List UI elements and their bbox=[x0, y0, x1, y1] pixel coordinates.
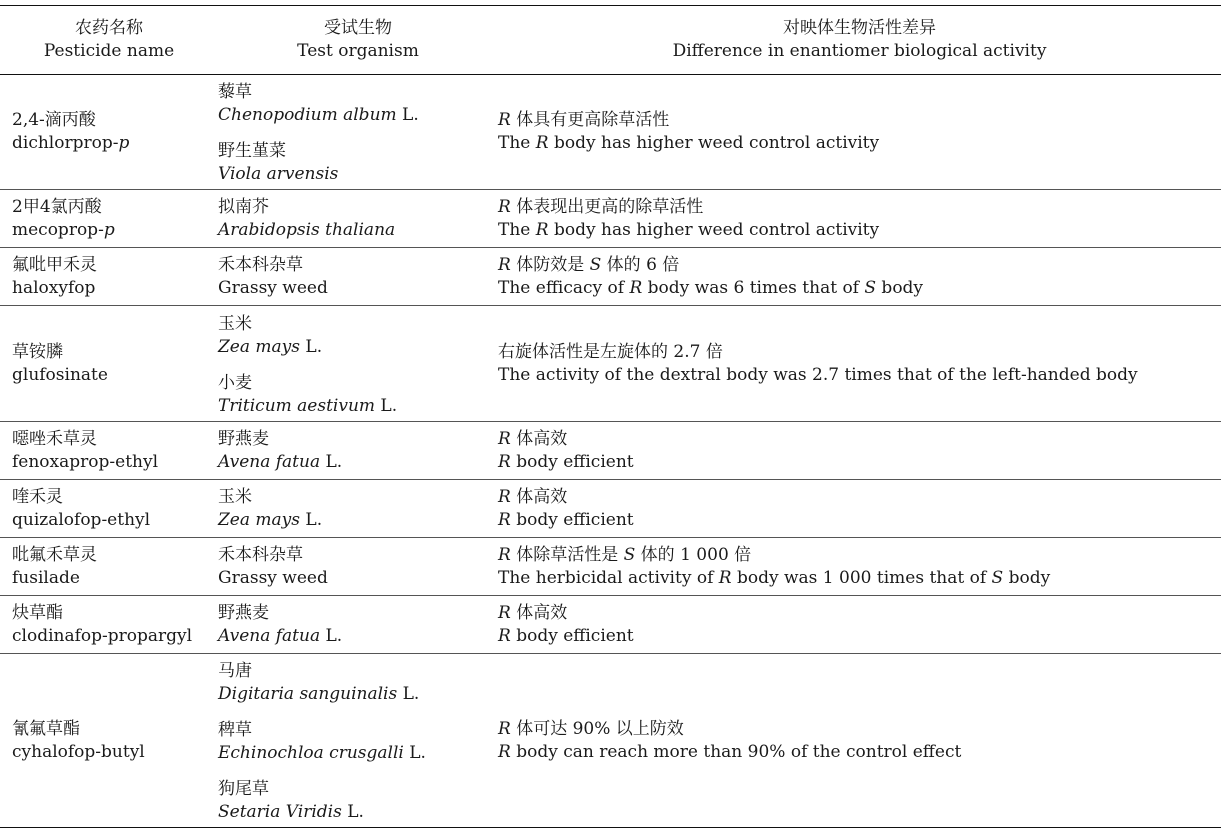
organism-name-zh: 狗尾草 bbox=[218, 779, 269, 799]
pesticide-name-zh: 2甲4氯丙酸 bbox=[12, 196, 102, 217]
pesticide-name-zh: 氟吡甲禾灵 bbox=[12, 254, 97, 275]
organism-name-zh: 禾本科杂草 bbox=[218, 544, 303, 565]
organism-cell bbox=[218, 248, 498, 306]
table-row bbox=[0, 422, 1221, 480]
text-segment: 体的 6 倍 bbox=[601, 254, 680, 275]
pesticide-name-en bbox=[12, 132, 218, 155]
organism-latin-italic: Digitaria sanguinalis bbox=[218, 684, 398, 704]
organism-name-zh: 玉米 bbox=[218, 313, 252, 334]
table-row bbox=[0, 596, 1221, 654]
organism-latin-italic: Viola arvensis bbox=[218, 164, 339, 184]
table-row bbox=[0, 306, 1221, 422]
header-pesticide-name-en: Pesticide name bbox=[43, 41, 175, 61]
organism-name-latin bbox=[218, 509, 498, 532]
pesticide-cell bbox=[0, 75, 218, 190]
pesticide-name-zh: 2,4-滴丙酸 bbox=[12, 110, 96, 130]
organism-name-en: Grassy weed bbox=[218, 567, 328, 588]
organism-entry bbox=[218, 713, 498, 768]
organism-name-zh: 野燕麦 bbox=[218, 428, 269, 449]
header-test-organism bbox=[218, 6, 498, 75]
organism-latin-italic: Triticum aestivum bbox=[218, 395, 376, 416]
enantiomer-symbol: R bbox=[498, 602, 511, 623]
pesticide-name-en bbox=[12, 451, 218, 474]
activity-difference-zh bbox=[498, 109, 1221, 132]
pesticide-cell bbox=[0, 596, 218, 654]
header-activity-difference bbox=[498, 6, 1221, 75]
pesticide-cell bbox=[0, 422, 218, 480]
enantiomer-symbol: R bbox=[498, 544, 511, 565]
enantiomer-symbol: S bbox=[991, 567, 1004, 588]
organism-name-zh: 野燕麦 bbox=[218, 602, 269, 623]
enantiomer-symbol: R bbox=[498, 625, 511, 646]
table-header bbox=[0, 6, 1221, 75]
pesticide-name-en-text: fusilade bbox=[12, 567, 80, 588]
pesticide-name-en-text: mecoprop- bbox=[12, 219, 104, 240]
pesticide-name-zh: 噁唑禾草灵 bbox=[12, 428, 97, 449]
pesticide-name-zh: 氰氟草酯 bbox=[12, 718, 80, 739]
enantiomer-symbol: S bbox=[589, 254, 602, 275]
organism-name-zh: 玉米 bbox=[218, 486, 252, 507]
pesticide-name-en-text: fenoxaprop-ethyl bbox=[12, 451, 159, 472]
organism-name-zh: 马唐 bbox=[218, 661, 252, 681]
organism-name-zh: 野生堇菜 bbox=[218, 141, 286, 161]
enantiomer-symbol: R bbox=[718, 567, 732, 588]
pesticide-cell bbox=[0, 248, 218, 306]
enantiomer-symbol: R bbox=[498, 718, 511, 739]
table-row bbox=[0, 248, 1221, 306]
table-row bbox=[0, 75, 1221, 190]
header-test-organism-zh: 受试生物 bbox=[324, 18, 392, 38]
header-pesticide-name bbox=[0, 6, 218, 75]
activity-difference-en bbox=[498, 625, 1221, 648]
pesticide-name-en bbox=[12, 364, 218, 387]
organism-name-latin bbox=[218, 277, 498, 300]
activity-difference-en bbox=[498, 364, 1221, 387]
enantiomer-symbol: R bbox=[498, 254, 511, 275]
activity-difference-zh bbox=[498, 486, 1221, 509]
enantiomer-symbol: S bbox=[623, 544, 636, 565]
organism-name-zh: 小麦 bbox=[218, 372, 252, 393]
activity-difference-zh bbox=[498, 341, 1221, 364]
organism-latin-italic: Zea mays bbox=[218, 509, 300, 530]
organism-latin-italic: Echinochloa crusgalli bbox=[218, 743, 404, 763]
organism-cell bbox=[218, 75, 498, 190]
text-segment: body was 6 times that of bbox=[642, 277, 865, 298]
activity-difference-cell bbox=[498, 422, 1221, 480]
organism-entry bbox=[218, 75, 498, 130]
text-segment: body efficient bbox=[510, 509, 634, 530]
text-segment: The bbox=[498, 219, 536, 240]
pesticide-name-en bbox=[12, 219, 218, 242]
organism-entry bbox=[218, 366, 498, 421]
organism-name-latin bbox=[218, 104, 498, 127]
organism-name-latin bbox=[218, 567, 498, 590]
text-segment: The efficacy of bbox=[498, 277, 630, 298]
organism-authority: L. bbox=[375, 395, 398, 416]
activity-difference-en bbox=[498, 277, 1221, 300]
activity-difference-cell bbox=[498, 654, 1221, 828]
activity-difference-zh bbox=[498, 602, 1221, 625]
organism-entry bbox=[218, 772, 498, 827]
text-segment: The herbicidal activity of bbox=[498, 567, 719, 588]
organism-name-zh: 稗草 bbox=[218, 720, 252, 740]
text-segment: 右旋体活性是左旋体的 2.7 倍 bbox=[498, 341, 723, 362]
pesticide-name-en bbox=[12, 741, 218, 764]
enantiomer-symbol: R bbox=[498, 110, 511, 130]
organism-authority: L. bbox=[320, 451, 343, 472]
organism-entry bbox=[218, 602, 498, 648]
enantiomer-symbol: R bbox=[498, 486, 511, 507]
table-row bbox=[0, 190, 1221, 248]
organism-latin-italic: Arabidopsis thaliana bbox=[218, 219, 396, 240]
organism-name-latin bbox=[218, 336, 498, 359]
text-segment: body efficient bbox=[510, 451, 634, 472]
text-segment: body has higher weed control activity bbox=[548, 133, 880, 153]
pesticide-cell bbox=[0, 190, 218, 248]
text-segment: body can reach more than 90% of the control effect bbox=[510, 741, 962, 762]
activity-difference-en bbox=[498, 567, 1221, 590]
organism-cell bbox=[218, 306, 498, 422]
organism-name-latin bbox=[218, 742, 498, 765]
pesticide-name-en-text: glufosinate bbox=[12, 364, 108, 385]
organism-cell bbox=[218, 538, 498, 596]
activity-difference-zh bbox=[498, 254, 1221, 277]
text-segment: 体的 1 000 倍 bbox=[635, 544, 752, 565]
organism-name-latin bbox=[218, 801, 498, 824]
pesticide-name-en-text: dichlorprop- bbox=[12, 133, 119, 153]
pesticide-name-en bbox=[12, 509, 218, 532]
table-row bbox=[0, 654, 1221, 828]
activity-difference-zh bbox=[498, 428, 1221, 451]
text-segment: body efficient bbox=[510, 625, 634, 646]
enantiomer-symbol: R bbox=[535, 133, 549, 153]
pesticide-name-en-italic: p bbox=[118, 133, 130, 153]
pesticide-cell bbox=[0, 306, 218, 422]
text-segment: The activity of the dextral body was 2.7 times that of the left-handed body bbox=[498, 364, 1138, 385]
pesticide-name-zh: 草铵膦 bbox=[12, 341, 63, 362]
text-segment: 体高效 bbox=[510, 486, 568, 507]
text-segment: The bbox=[498, 133, 536, 153]
pesticide-name-en-text: clodinafop-propargyl bbox=[12, 625, 193, 646]
enantiomer-symbol: R bbox=[498, 428, 511, 449]
organism-name-zh: 藜草 bbox=[218, 82, 252, 102]
organism-entry bbox=[218, 654, 498, 709]
activity-difference-cell bbox=[498, 248, 1221, 306]
activity-difference-zh bbox=[498, 196, 1221, 219]
activity-difference-cell bbox=[498, 75, 1221, 190]
organism-authority: L. bbox=[300, 336, 323, 357]
organism-entry bbox=[218, 134, 498, 189]
organism-name-zh: 拟南芥 bbox=[218, 196, 269, 217]
text-segment: body bbox=[876, 277, 924, 298]
pesticide-name-zh: 炔草酯 bbox=[12, 602, 63, 623]
table-body bbox=[0, 75, 1221, 828]
organism-entry bbox=[218, 254, 498, 300]
table-row bbox=[0, 538, 1221, 596]
organism-authority: L. bbox=[300, 509, 323, 530]
organism-entry bbox=[218, 307, 498, 362]
activity-difference-cell bbox=[498, 538, 1221, 596]
organism-latin-italic: Setaria Viridis bbox=[218, 802, 342, 822]
pesticide-name-en bbox=[12, 625, 218, 648]
header-pesticide-name-zh: 农药名称 bbox=[75, 18, 143, 38]
organism-latin-italic: Avena fatua bbox=[218, 451, 321, 472]
text-segment: body bbox=[1003, 567, 1051, 588]
organism-authority: L. bbox=[396, 105, 419, 125]
enantiomer-symbol: R bbox=[498, 509, 511, 530]
organism-name-latin bbox=[218, 451, 498, 474]
text-segment: body has higher weed control activity bbox=[548, 219, 880, 240]
activity-difference-en bbox=[498, 509, 1221, 532]
organism-cell bbox=[218, 480, 498, 538]
activity-difference-cell bbox=[498, 480, 1221, 538]
pesticide-cell bbox=[0, 480, 218, 538]
pesticide-name-en bbox=[12, 567, 218, 590]
pesticide-name-en-text: quizalofop-ethyl bbox=[12, 509, 151, 530]
organism-entry bbox=[218, 196, 498, 242]
organism-name-en: Grassy weed bbox=[218, 277, 328, 298]
activity-difference-zh bbox=[498, 718, 1221, 741]
activity-difference-cell bbox=[498, 190, 1221, 248]
organism-cell bbox=[218, 654, 498, 828]
pesticide-name-en-italic: p bbox=[103, 219, 115, 240]
pesticide-cell bbox=[0, 654, 218, 828]
activity-difference-en bbox=[498, 132, 1221, 155]
organism-name-latin bbox=[218, 683, 498, 706]
header-test-organism-en: Test organism bbox=[297, 41, 419, 61]
enantiomer-symbol: R bbox=[498, 451, 511, 472]
organism-name-latin bbox=[218, 625, 498, 648]
activity-difference-zh bbox=[498, 544, 1221, 567]
organism-cell bbox=[218, 190, 498, 248]
activity-difference-cell bbox=[498, 306, 1221, 422]
pesticide-cell bbox=[0, 538, 218, 596]
header-activity-difference-zh: 对映体生物活性差异 bbox=[783, 18, 936, 38]
pesticide-name-zh: 喹禾灵 bbox=[12, 486, 63, 507]
enantiomer-symbol: R bbox=[498, 741, 511, 762]
pesticide-name-en-text: haloxyfop bbox=[12, 277, 96, 298]
organism-name-latin bbox=[218, 219, 498, 242]
enantiomer-symbol: S bbox=[864, 277, 877, 298]
pesticide-name-en bbox=[12, 277, 218, 300]
activity-difference-en bbox=[498, 451, 1221, 474]
enantiomer-activity-table bbox=[0, 5, 1221, 828]
organism-cell bbox=[218, 422, 498, 480]
organism-latin-italic: Chenopodium album bbox=[218, 105, 397, 125]
organism-latin-italic: Avena fatua bbox=[218, 625, 321, 646]
organism-entry bbox=[218, 428, 498, 474]
header-activity-difference-en: Difference in enantiomer biological activity bbox=[672, 41, 1047, 61]
organism-cell bbox=[218, 596, 498, 654]
text-segment: 体高效 bbox=[510, 428, 568, 449]
header-row bbox=[0, 6, 1221, 75]
text-segment: 体高效 bbox=[510, 602, 568, 623]
pesticide-name-en-text: cyhalofop-butyl bbox=[12, 741, 145, 762]
text-segment: 体防效是 bbox=[510, 254, 590, 275]
text-segment: 体表现出更高的除草活性 bbox=[510, 196, 704, 217]
organism-authority: L. bbox=[403, 743, 426, 763]
text-segment: body was 1 000 times that of bbox=[731, 567, 992, 588]
pesticide-name-zh: 吡氟禾草灵 bbox=[12, 544, 97, 565]
text-segment: 体具有更高除草活性 bbox=[510, 110, 670, 130]
enantiomer-symbol: R bbox=[498, 196, 511, 217]
organism-name-latin bbox=[218, 395, 498, 418]
organism-name-zh: 禾本科杂草 bbox=[218, 254, 303, 275]
enantiomer-symbol: R bbox=[535, 219, 549, 240]
organism-name-latin bbox=[218, 163, 498, 186]
activity-difference-en bbox=[498, 219, 1221, 242]
table-row bbox=[0, 480, 1221, 538]
enantiomer-symbol: R bbox=[629, 277, 643, 298]
organism-entry bbox=[218, 544, 498, 590]
organism-latin-italic: Zea mays bbox=[218, 336, 300, 357]
activity-difference-en bbox=[498, 741, 1221, 764]
text-segment: 体除草活性是 bbox=[510, 544, 624, 565]
text-segment: 体可达 90% 以上防效 bbox=[510, 718, 684, 739]
organism-authority: L. bbox=[320, 625, 343, 646]
organism-authority: L. bbox=[341, 802, 364, 822]
organism-entry bbox=[218, 486, 498, 532]
organism-authority: L. bbox=[397, 684, 420, 704]
activity-difference-cell bbox=[498, 596, 1221, 654]
